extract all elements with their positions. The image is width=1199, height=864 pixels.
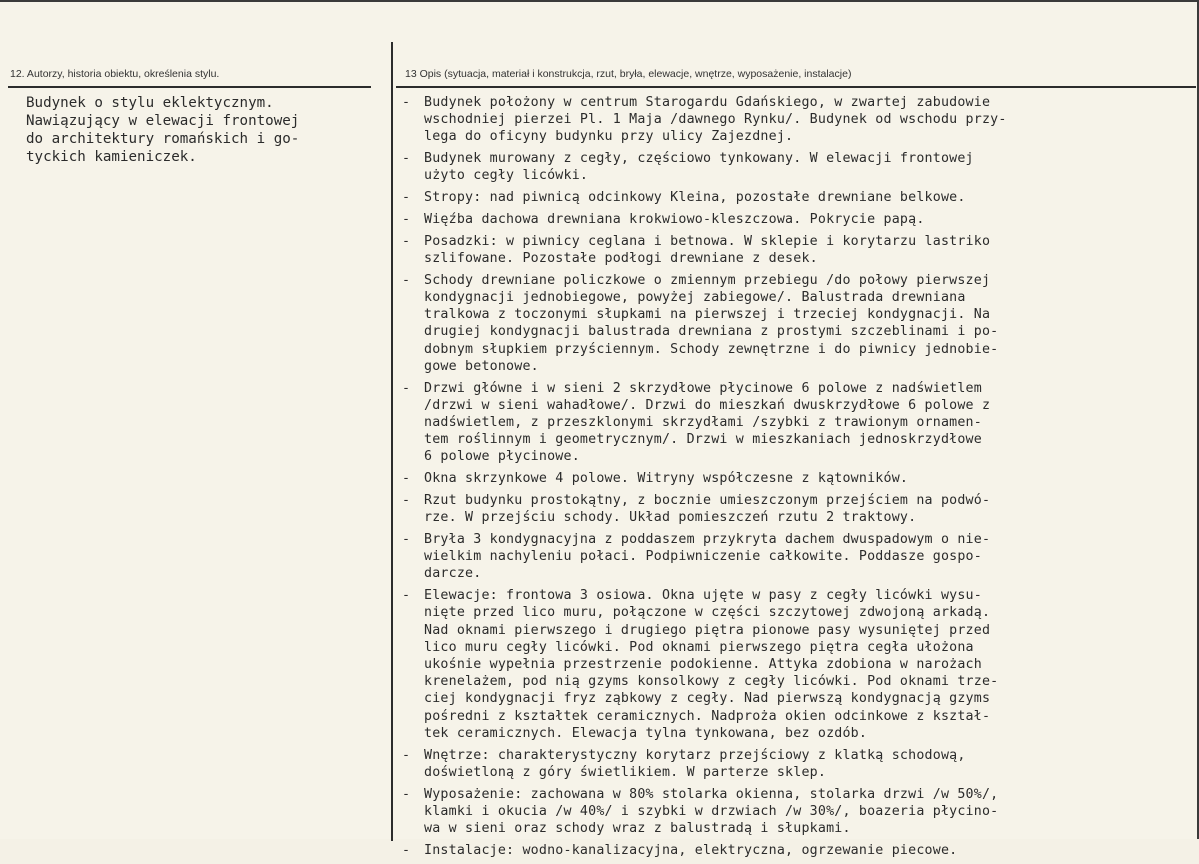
list-dash: - [402, 190, 411, 206]
list-dash: - [402, 493, 411, 509]
list-dash: - [402, 532, 411, 548]
description-line: dobnym słupkiem przyściennym. Schody zewnętrzne i do piwnicy jednobie- [424, 341, 999, 357]
section12-header-rule [8, 86, 371, 88]
description-line: 6 polowe płycinowe. [424, 449, 580, 465]
description-line: doświetloną z góry świetlikiem. W parterze sklep. [424, 764, 827, 780]
description-line: Budynek murowany z cegły, częściowo tynkowany. W elewacji frontowej [424, 151, 974, 167]
description-item [402, 189, 1182, 206]
list-dash: - [402, 380, 411, 396]
description-line: /drzwi w sieni wahadłowe/. Drzwi do mieszkań dwuskrzydłowe 6 polowe z [424, 397, 991, 413]
description-line: tralkowa z toczonymi słupkami na pierwszej i trzeciej kondygnacji. Na [424, 307, 991, 323]
description-item [402, 380, 1182, 466]
description-line: Stropy: nad piwnicą odcinkowy Kleina, pozostałe drewniane belkowe. [424, 190, 966, 206]
column-divider [391, 42, 393, 841]
description-line: pośredni z kształtek ceramicznych. Nadproża okien odcinkowe z kształ- [424, 708, 991, 724]
list-dash: - [402, 272, 411, 288]
description-item [402, 842, 1182, 859]
description-line: Wnętrze: charakterystyczny korytarz przejściowy z klatką schodową, [424, 747, 966, 763]
description-line: Rzut budynku prostokątny, z bocznie umieszczonym przejściem na podwó- [424, 493, 991, 509]
description-line: Wyposażenie: zachowana w 80% stolarka okienna, stolarka drzwi /w 50%/, [424, 786, 999, 802]
description-item [402, 531, 1182, 583]
description-line: Posadzki: w piwnicy ceglana i betnowa. W sklepie i korytarzu lastriko [424, 233, 991, 249]
description-item [402, 94, 1182, 146]
description-line: Więźba dachowa drewniana krokwiowo-kleszczowa. Pokrycie papą. [424, 212, 925, 227]
description-line: Elewacje: frontowa 3 osiowa. Okna ujęte w pasy z cegły licówki wysu- [424, 588, 982, 604]
description-line: ciej kondygnacji fryz ząbkowy z cegły. Nad pierwszą kondygnacją gzyms [424, 691, 991, 707]
description-line: klamki i okucia /w 40%/ i szybki w drzwiach /w 30%/, boazeria płycino- [424, 803, 999, 819]
section13-label: 13 Opis (sytuacja, materiał i konstrukcja, rzut, bryła, elewacje, wnętrze, wyposażenie, instalacje) [405, 68, 852, 80]
section13-header-rule [396, 86, 1196, 88]
section13-description-list [402, 94, 1182, 864]
description-line: użyto cegły licówki. [424, 168, 589, 184]
description-line: krenelażem, pod nią gzyms konsolkowy z cegły licówki. Pod oknami trze- [424, 674, 999, 690]
description-item [402, 211, 1182, 228]
list-dash: - [402, 151, 411, 167]
description-item [402, 492, 1182, 526]
list-dash: - [402, 786, 411, 802]
description-line: Drzwi główne i w sieni 2 skrzydłowe płycinowe 6 polowe z nadświetlem [424, 380, 982, 396]
description-line: Nad oknami pierwszego i drugiego piętra pionowe pasy wysuniętej przed [424, 622, 991, 638]
description-line: darcze. [424, 566, 482, 582]
list-dash: - [402, 233, 411, 249]
section12-text: Budynek o stylu eklektycznym. Nawiązujący w elewacji frontowej do architektury romańskich i go- tyckich kamieniczek. [26, 95, 300, 165]
description-line: kondygnacji jednobiegowe, powyżej zabiegowe/. Balustrada drewniana [424, 290, 966, 305]
section12-label: 12. Autorzy, historia obiektu, określenia stylu. [10, 68, 220, 80]
description-line: nięte przed lico muru, połączone w części szczytowej zdwojoną arkadą. [424, 605, 991, 621]
description-line: Okna skrzynkowe 4 polowe. Witryny współczesne z kątowników. [424, 471, 909, 487]
description-line: ukośnie wypełnia przestrzenie podokienne. Attyka zdobiona w narożach [424, 657, 982, 673]
description-line: lico muru cegły licówki. Pod oknami pierwszego piętra cegła ułożona [424, 639, 974, 655]
list-dash: - [402, 842, 411, 858]
description-item [402, 747, 1182, 781]
description-item [402, 470, 1182, 487]
list-dash: - [402, 588, 411, 604]
list-dash: - [402, 747, 411, 763]
description-line: tek ceramicznych. Elewacja tylna tynkowana, bez ozdób. [424, 725, 868, 741]
list-dash: - [402, 212, 411, 227]
description-line: nadświetlem, z przeszklonymi skrzydłami /szybki z trawionym ornamen- [424, 415, 982, 431]
description-line: tem roślinnym i geometrycznym/. Drzwi w mieszkaniach jednoskrzydłowe [424, 432, 982, 448]
description-item [402, 786, 1182, 838]
description-line: Schody drewniane policzkowe o zmiennym przebiegu /do połowy pierwszej [424, 272, 991, 288]
description-line: wielkim nachyleniu połaci. Podpiwniczenie całkowite. Poddasze gospo- [424, 549, 982, 565]
description-line: wschodniej pierzei Pl. 1 Maja /dawnego Rynku/. Budynek od wschodu przy- [424, 112, 1007, 128]
description-line: lega do oficyny budynku przy ulicy Zajezdnej. [424, 129, 794, 145]
list-dash: - [402, 95, 411, 110]
description-line: Bryła 3 kondygnacyjna z poddaszem przykryta dachem dwuspadowym o nie- [424, 532, 991, 548]
description-line: gowe betonowe. [424, 358, 539, 374]
description-line: rze. W przejściu schody. Układ pomieszczeń rzutu 2 traktowy. [424, 510, 917, 526]
description-item [402, 587, 1182, 742]
list-dash: - [402, 471, 411, 487]
description-line: Budynek położony w centrum Starogardu Gdańskiego, w zwartej zabudowie [424, 95, 991, 110]
description-item [402, 233, 1182, 267]
description-line: wa w sieni oraz schody wraz z balustradą i słupkami. [424, 821, 851, 837]
description-line: drugiej kondygnacji balustrada drewniana z prostymi szczeblinami i po- [424, 324, 999, 340]
description-item [402, 150, 1182, 184]
description-line: Instalacje: wodno-kanalizacyjna, elektryczna, ogrzewanie piecowe. [424, 842, 958, 858]
description-item [402, 272, 1182, 375]
description-line: szlifowane. Pozostałe podłogi drewniane z desek. [424, 251, 818, 266]
